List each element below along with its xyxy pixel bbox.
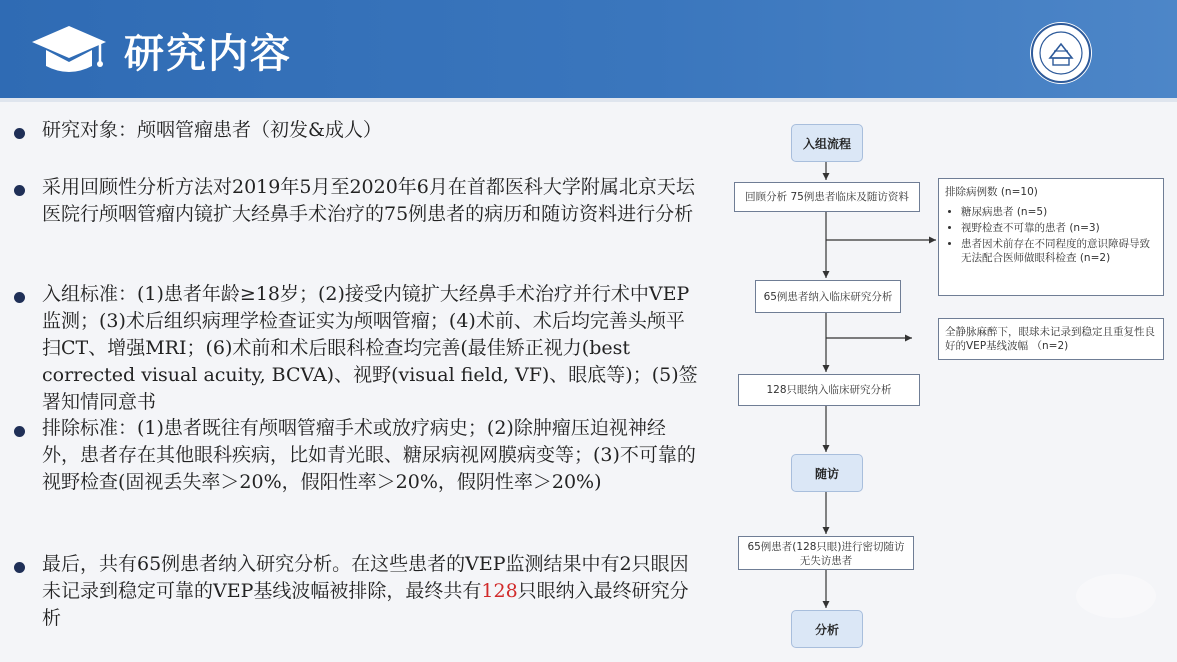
exclusion-item: • 视野检查不可靠的患者 (n=3) (961, 221, 1157, 235)
flow-65-patients-box: 65例患者纳入临床研究分析 (755, 280, 901, 313)
final-summary-prefix: 最后，共有65例患者纳入研究分析。在这些患者的VEP监测结果中有2只眼因未记录到稳定可靠的VEP基线波幅被排除，最终共有 (42, 553, 689, 602)
flow-vep-exclusion-box: 全静脉麻醉下，眼球未记录到稳定且重复性良好的VEP基线波幅 （n=2) (938, 318, 1164, 360)
inclusion-criteria-text: 入组标准：(1)患者年龄≥18岁；(2)接受内镜扩大经鼻手术治疗并行术中VEP监测；(3)术后组织病理学检查证实为颅咽管瘤；(4)术前、术后均完善头颅平扫CT、增强MRI；(6)术前和术后眼科检查均完善(最佳矫正视力(best corrected visual acuity, BCVA)、视野(visual field, VF)、眼底等)；(5)签署知情同意书 (42, 283, 698, 413)
exclusion-criteria-text: 排除标准：(1)患者既往有颅咽管瘤手术或放疗病史；(2)除肿瘤压迫视神经外，患者存在其他眼科疾病，比如青光眼、糖尿病视网膜病变等；(3)不可靠的视野检查(固视丢失率＞20%，假阳性率＞20%，假阴性率＞20%) (42, 417, 696, 493)
watermark-seal-icon (1076, 574, 1156, 618)
final-count-highlight: 128 (481, 580, 518, 602)
flow-128-eyes-box: 128只眼纳入临床研究分析 (738, 374, 920, 406)
flow-exclusion-box (938, 178, 1164, 296)
final-summary-suffix: 只眼纳入最终研究分析 (42, 580, 689, 629)
page-title: 研究内容 (124, 31, 292, 77)
exclusion-list (945, 205, 1157, 265)
exclusion-title: 排除病例数 (n=10) (945, 186, 1038, 198)
flow-enroll-node: 入组流程 (791, 124, 863, 162)
flow-follow-up-box: 65例患者(128只眼)进行密切随访 无失访患者 (738, 536, 914, 570)
flow-analysis-node: 分析 (791, 610, 863, 648)
exclusion-item: • 患者因术前存在不同程度的意识障碍导致无法配合医师做眼科检查 (n=2) (961, 237, 1157, 265)
exclusion-item: • 糖尿病患者 (n=5) (961, 205, 1157, 219)
method-text: 采用回顾性分析方法对2019年5月至2020年6月在首都医科大学附属北京天坛医院行颅咽管瘤内镜扩大经鼻手术治疗的75例患者的病历和随访资料进行分析 (42, 176, 695, 225)
study-subject-text: 研究对象：颅咽管瘤患者（初发&成人） (42, 119, 382, 141)
flow-retrospective-box: 回顾分析 75例患者临床及随访资料 (734, 182, 920, 212)
flow-follow-up-node: 随访 (791, 454, 863, 492)
